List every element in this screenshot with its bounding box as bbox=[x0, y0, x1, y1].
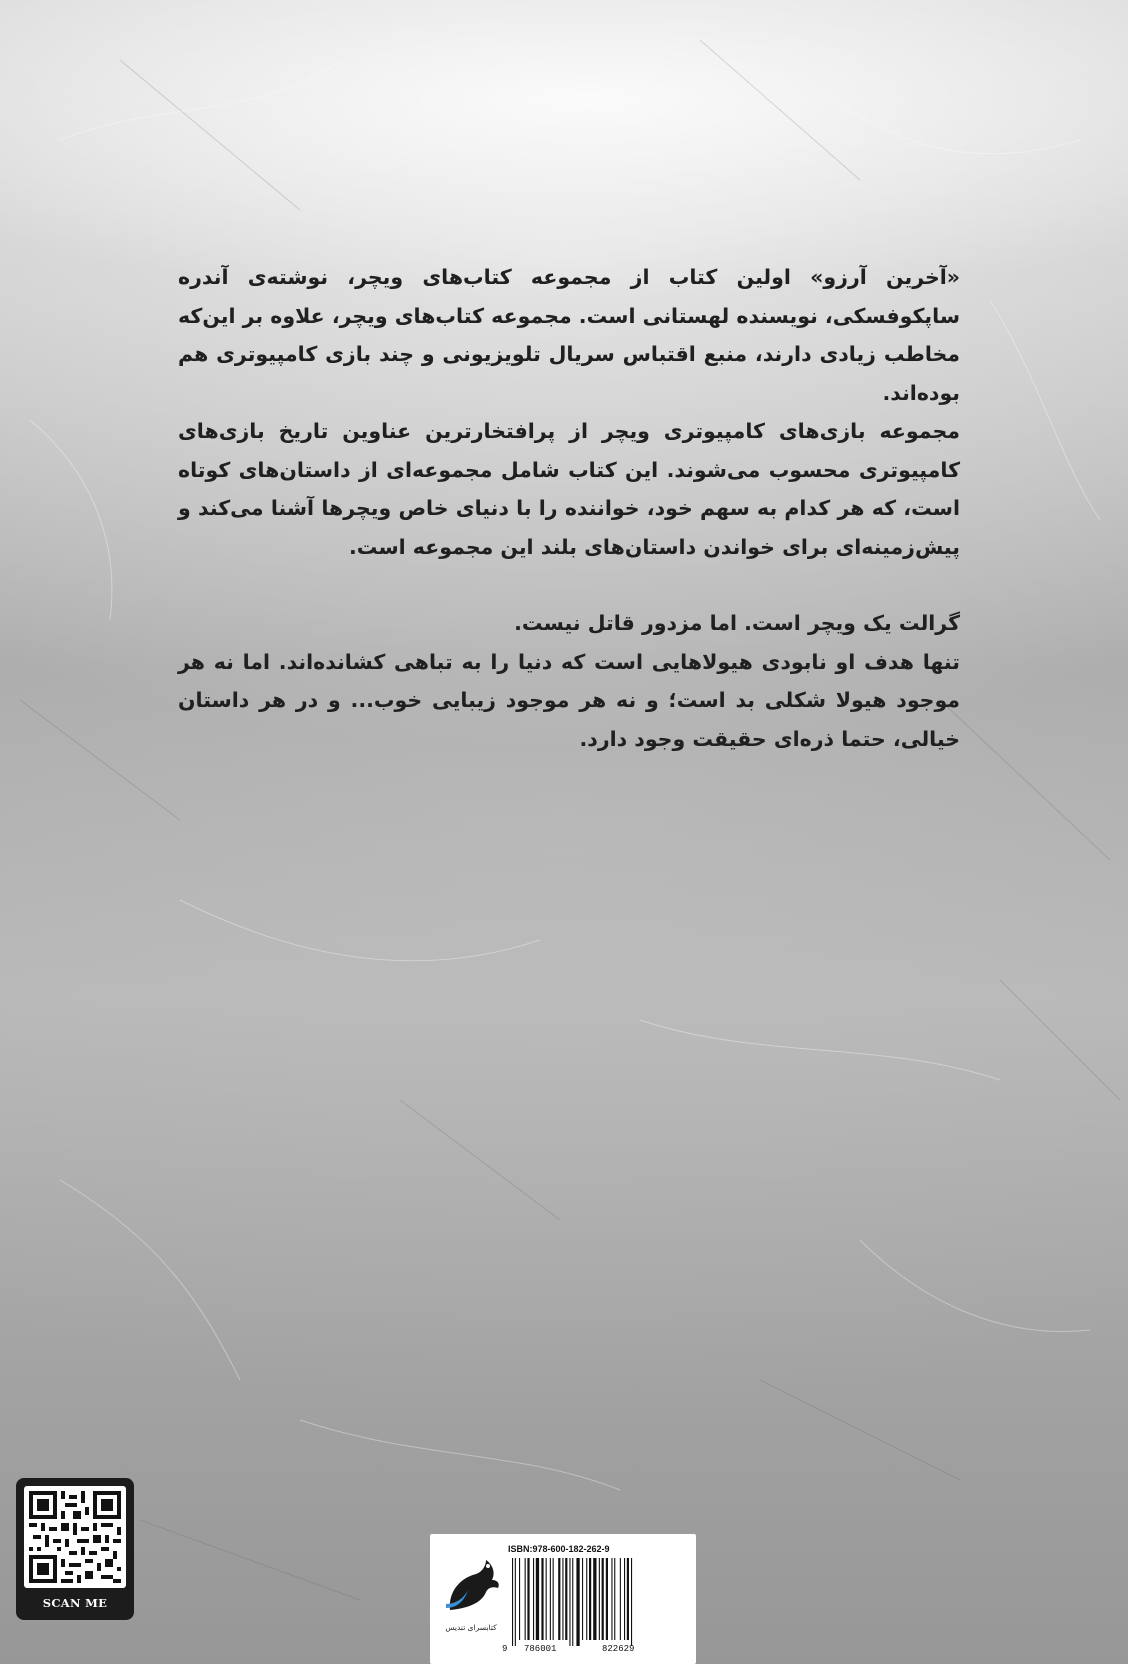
barcode-bar bbox=[512, 1558, 513, 1646]
barcode-bar bbox=[624, 1558, 625, 1640]
barcode-bar bbox=[582, 1558, 583, 1640]
barcode-bar bbox=[593, 1558, 596, 1640]
barcode-lead-digit: 9 bbox=[502, 1644, 508, 1654]
isbn-number: ISBN:978-600-182-262-9 bbox=[508, 1544, 610, 1554]
barcode-bar bbox=[611, 1558, 612, 1640]
barcode-bar bbox=[627, 1558, 629, 1640]
bird-logo-icon bbox=[442, 1552, 500, 1622]
barcode-bar bbox=[550, 1558, 551, 1640]
barcode-bars bbox=[510, 1558, 680, 1646]
barcode-bar bbox=[546, 1558, 547, 1640]
qr-code-badge[interactable] bbox=[16, 1478, 134, 1620]
barcode-bar bbox=[565, 1558, 567, 1640]
blurb-paragraph-3: گرالت یک ویچر است. اما مزدور قاتل نیست. bbox=[514, 611, 960, 635]
barcode-bar bbox=[515, 1558, 516, 1646]
publisher-name: کتابسرای تندیس bbox=[445, 1623, 497, 1632]
qr-code bbox=[24, 1486, 126, 1588]
barcode-bar bbox=[599, 1558, 600, 1640]
barcode-bar bbox=[631, 1558, 632, 1646]
qr-scan-label: SCAN ME bbox=[42, 1596, 108, 1610]
barcode-bar bbox=[589, 1558, 591, 1640]
barcode-digits-group-1: 786001 bbox=[524, 1644, 557, 1654]
blurb-text bbox=[178, 258, 960, 758]
barcode-bar bbox=[602, 1558, 604, 1640]
barcode-bar bbox=[525, 1558, 526, 1640]
blurb-paragraph-1: «آخرین آرزو» اولین کتاب از مجموعه کتاب‌های ویچر، نوشته‌ی آندره ساپکوفسکی، نویسنده لهستانی است. مجموعه کتاب‌های ویچر، علاوه بر این‌که مخاطب زیادی دارند، منبع اقتباس سریال تلویزیونی و چند بازی کامپیوتری هم بوده‌اند. bbox=[178, 265, 960, 405]
barcode-bar bbox=[536, 1558, 539, 1640]
barcode-bar bbox=[606, 1558, 608, 1640]
barcode-bar bbox=[562, 1558, 563, 1640]
barcode-bar bbox=[558, 1558, 560, 1640]
barcode-bar bbox=[586, 1558, 587, 1640]
barcode-bar bbox=[569, 1558, 570, 1646]
barcode-bar bbox=[533, 1558, 534, 1640]
barcode-bar bbox=[576, 1558, 579, 1646]
barcode-bar bbox=[541, 1558, 543, 1640]
isbn-barcode-panel bbox=[430, 1534, 696, 1664]
barcode-bar bbox=[553, 1558, 554, 1640]
barcode-bar bbox=[572, 1558, 573, 1646]
barcode-bar bbox=[614, 1558, 615, 1640]
barcode-bar bbox=[620, 1558, 621, 1640]
barcode-digits-group-2: 822629 bbox=[602, 1644, 635, 1654]
qr-code-pattern bbox=[29, 1491, 121, 1583]
barcode-bar bbox=[527, 1558, 529, 1640]
blurb-paragraph-2: مجموعه بازی‌های کامپیوتری ویچر از پرافتخارترین عناوین تاریخ بازی‌های کامپیوتری محسوب می‌شوند. این کتاب شامل مجموعه‌ای از داستان‌های کوتاه است، که هر کدام به سهم خود، خواننده را با دنیای خاص ویچرها آشنا می‌کند و پیش‌زمینه‌ای برای خواندن داستان‌های بلند این مجموعه است. bbox=[178, 419, 960, 559]
blurb-paragraph-4: تنها هدف او نابودی هیولاهایی است که دنیا را به تباهی کشانده‌اند. اما نه هر موجود هیولا شکلی بد است؛ و نه هر موجود زیبایی خوب... و در هر داستان خیالی، حتما ذره‌ای حقیقت وجود دارد. bbox=[178, 649, 960, 751]
barcode-bar bbox=[519, 1558, 520, 1640]
